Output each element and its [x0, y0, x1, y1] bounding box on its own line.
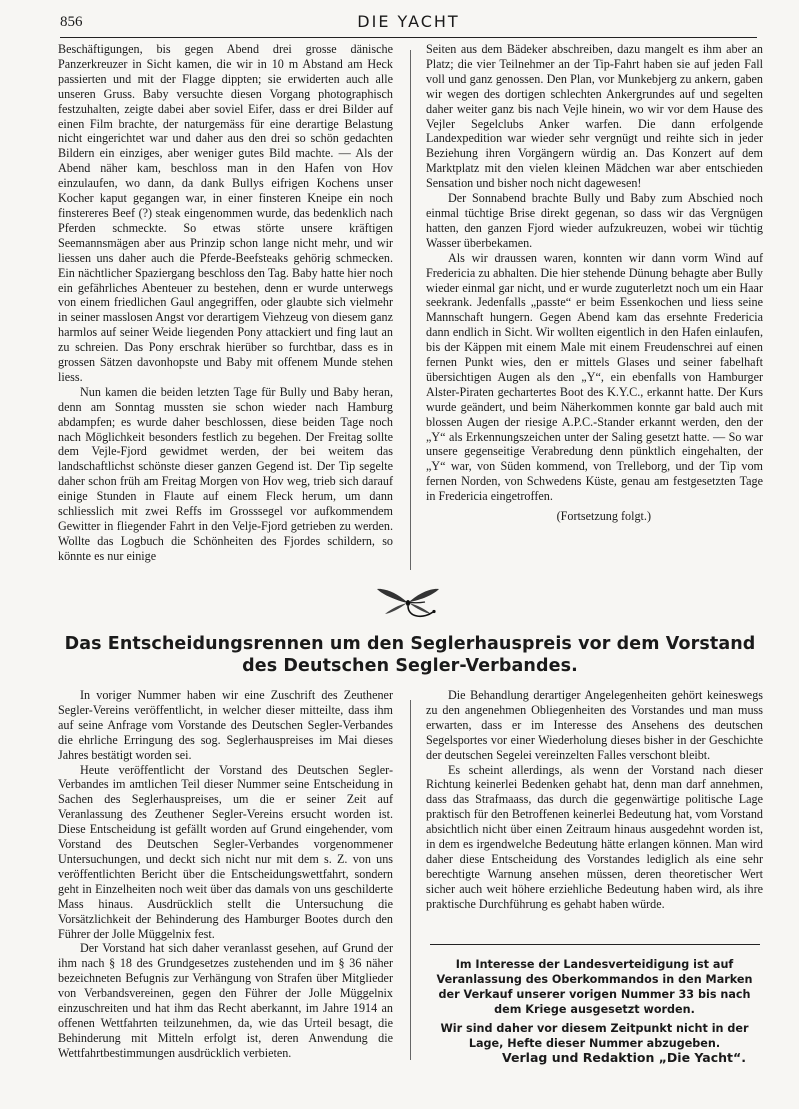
publisher-signature: Verlag und Redaktion „Die Yacht“. [502, 1050, 746, 1065]
header-rule [60, 37, 757, 38]
notice-paragraph: Wir sind daher vor diesem Zeitpunkt nicht in der Lage, Hefte dieser Nummer abzugeben. [440, 1021, 749, 1050]
paragraph: Der Vorstand hat sich daher veranlasst gesehen, auf Grund der ihm nach § 18 des Grundgesetzes zustehenden und im § 36 näher bezeichneten Befugnis zur Verhängung von Strafen über Mitglieder von Verbandsvereinen, gegen den Führer der Jolle Müggelnix einzuschreiten und hat ihm das Recht aberkannt, im Jahre 1914 an offenen Wettfahrten teilzunehmen, da, wie das Urteil besagt, die Behinderung mit Mitteln erfolgt ist, deren Anwendung die Wettfahrtbestimmungen ausdrücklich verbieten. [58, 941, 393, 1060]
notice-rule [430, 944, 760, 945]
page-header [60, 12, 757, 34]
publisher-notice [426, 958, 763, 1055]
paragraph: Es scheint allerdings, als wenn der Vorstand nach dieser Richtung keinerlei Bedenken gehabt hat, denn man darf annehmen, dass das Strafmaass, das durch die gegenwärtige politische Lage praktisch für den Betroffenen keinerlei Bedeutung hat, vom Vorstand absichtlich nicht über einen Zeitraum hinaus ausgedehnt worden ist, in dem es irgendwelche Bedeutung hätte erlangen können. Man wird daher diese Entscheidung des Vorstandes lediglich als eine sehr berechtigte Warnung ansehen müssen, deren theoretischer Wert sicher auch weit höhere erziehliche Bedeutung haben wird, als ihre praktische Durchführung es gehabt haben würde. [426, 762, 763, 911]
article1-right-column [426, 42, 763, 524]
notice-paragraph: Im Interesse der Landesverteidigung ist auf Veranlassung des Oberkommandos in den Marken der Verkauf unserer vorigen Nummer 33 bis nach dem Kriege ausgesetzt worden. [436, 958, 753, 1016]
article2-right-column [426, 688, 763, 912]
paragraph: Beschäftigungen, bis gegen Abend drei grosse dänische Panzerkreuzer in Sicht kamen, die wir in 10 m Abstand am Heck passierten und mit der Flagge dippten; sie erwiderten auch alle unseren Gruss. Baby versuchte diesen Vorgang photographisch festzuhalten, zeigte dabei aber soviel Eifer, dass er drei Bilder auf einen Film brachte, der naturgemäss für eine derartige Belastung nicht eingerichtet war und daher aus den drei so schön gedachten Bildern ein einziges, aber weniger gutes Bild machte. — Als der Abend näher kam, beschloss man in den Hafen von Hov einzulaufen, wo dann, da dank Bullys eifrigen Kochens unser Kocher kaput gegangen war, in einer finsteren Kneipe ein noch finstereres Beef (?) steak eingenommen wurde, das bedenklich nach Pferden schmeckte. So etwas störte unsere kräftigen Seemannsmägen aber aus Prinzip schon lange nicht mehr, und wir liessen uns daher auch die Pferde-Beefsteaks gehörig schmecken. Ein nächtlicher Spaziergang beschloss den Tag. Baby hatte hier noch ein gefährliches Abenteuer zu bestehen, denn er wurde unterwegs von einem friedlichen Gaul angegriffen, oder glaubte sich vielmehr in seiner masslosen Angst vor derartigem Viehzeug von diesem ganz harmlos auf seiner Weide liegenden Pony attackiert und fing laut an zu schreien. Das Pony erschrak hierüber so furchtbar, dass es in grossen Sätzen davonhopste und Baby mit offenem Munde stehen liess. [58, 42, 393, 384]
dragonfly-ornament-icon [373, 585, 443, 619]
article1-left-column [58, 42, 393, 564]
article2-left-column [58, 688, 393, 1061]
paragraph: Die Behandlung derartiger Angelegenheiten gehört keineswegs zu den angenehmen Obliegenheiten des Vorstandes und man muss erwarten, dass er im Interesse des Ansehens des deutschen Segelsportes vor einer Wiederholung dieses bisher in der Geschichte der deutschen Segelei vereinzelten Falles verschont bleibt. [426, 688, 763, 762]
column-divider [410, 700, 411, 1060]
page-number: 856 [60, 14, 83, 30]
paragraph: Heute veröffentlicht der Vorstand des Deutschen Segler-Verbandes im amtlichen Teil dieser Nummer seine Entscheidung in Sachen des Seglerhauspreises, um die er seiner Zeit auf Veranlassung des Zeuthener Segler-Vereins ersucht worden ist. Diese Entscheidung ist gefällt worden auf Grund eingehender, vom Vorstand des Deutschen Segler-Verbandes vorgenommener Untersuchungen, und deckt sich nicht nur mit dem s. Z. von uns veröffentlichten Bericht über die Entscheidungswettfahrt, sondern geht in Einzelheiten noch weit über das damals von uns geschilderte Mass hinaus. Ausdrücklich stellt die Untersuchung die Vorsätzlichkeit der Behinderung des Hamburger Bootes durch den Führer der Jolle Müggelnix fest. [58, 762, 393, 941]
continued-note: (Fortsetzung folgt.) [556, 509, 651, 524]
paragraph: Seiten aus dem Bädeker abschreiben, dazu mangelt es ihm aber an Platz; die vier Teilnehmer an der Tip-Fahrt haben sie auf jeden Fall voll und ganz genossen. Den Plan, vor Munkebjerg zu ankern, gaben wir wegen des dortigen schlechten Ankergrundes auf und segelten daher weiter ganz bis nach Vejle hinein, wo wir vor dem Hause des Vejler Segelclubs Anker warfen. Die dann erfolgende Landexpedition war wieder sehr vergnügt und reihte sich in jeder Beziehung ihren Vorgängern würdig an. Das Konzert auf dem Marktplatz mit den vielen kleinen Mädchen war aber entschieden Sensation und bisher noch nicht dagewesen! [426, 42, 763, 191]
column-divider [410, 50, 411, 570]
paragraph: Der Sonnabend brachte Bully und Baby zum Abschied noch einmal tüchtige Brise direkt gegenan, so dass wir das Vergnügen hatten, den ganzen Fjord wieder aufzukreuzen, wobei wir tüchtig Wasser überbekamen. [426, 191, 763, 250]
paragraph: In voriger Nummer haben wir eine Zuschrift des Zeuthener Segler-Vereins veröffentlicht, in welcher dieser mitteilte, dass ihm auf seine Anfrage vom Vorstande des Deutschen Segler-Verbandes die ehrliche Erringung des sog. Seglerhauspreises im Mai dieses Jahres bestätigt worden sei. [58, 688, 393, 762]
paragraph: Als wir draussen waren, konnten wir dann vorm Wind auf Fredericia zu abhalten. Die hier stehende Dünung behagte aber Bully wieder einmal gar nicht, und er wurde zuguterletzt noch um ein Haar seekrank. Jedenfalls „passte“ er beim Essenkochen und liess seine Mannschaft hungern. Gegen Abend kam das ersehnte Fredericia dann endlich in Sicht. Wir wollten eigentlich in den Hafen einlaufen, bis der Käppen mit einem Male mit einem Freudenschrei auf einen fernen Punkt wies, den er mittels Glases und seiner fabelhaft übersichtigen Augen als den „Y“, ein ebenfalls von Hamburger Alster-Piraten gechartertes Boot des K.Y.C., erkannt hatte. Der Kurs wurde geändert, und beim Näherkommen konnte gar bald auch mit blossen Augen der riesige A.P.C.-Stander erkannt werden, den der „Y“ als Erkennungszeichen unter der Saling gesetzt hatte. — So war unsere gegenseitige Verabredung denn pünktlich eingehalten, der „Y“ war, von Süden kommend, von Trelleborg, und der Tip vom fernen Norden, von Schwedens Küste, genau am festgesetzten Tage in Fredericia eingetroffen. [426, 250, 763, 504]
article2-title-line-2: des Deutschen Segler-Verbandes. [242, 656, 578, 676]
article2-title-line-1: Das Entscheidungsrennen um den Seglerhauspreis vor dem Vorstand [64, 634, 756, 654]
paragraph: Nun kamen die beiden letzten Tage für Bully und Baby heran, denn am Sonntag mussten sie schon wieder nach Hamburg abdampfen; es wurde daher beschlossen, diese beiden Tage noch nach Möglichkeit besonders festlich zu begehen. Der Freitag sollte dem Vejle-Fjord gewidmet werden, der bei weitem das landschaftlichst schönste dieser ganzen Gegend ist. Der Tip segelte daher schon früh am Freitag Morgen von Hov weg, trieb sich darauf einige Stunden in Flaute auf einem Fleck herum, um dann schliesslich mit zwei Reffs im Grosssegel vor aufkommendem Gewitter in fliegender Fahrt in den Veljе-Fjord getrieben zu werden. Wollte das Logbuch die Schönheiten des Fjordes schildern, so könnte es nur einige [58, 384, 393, 563]
article2-title [40, 633, 780, 677]
journal-title: DIE YACHT [357, 12, 460, 31]
